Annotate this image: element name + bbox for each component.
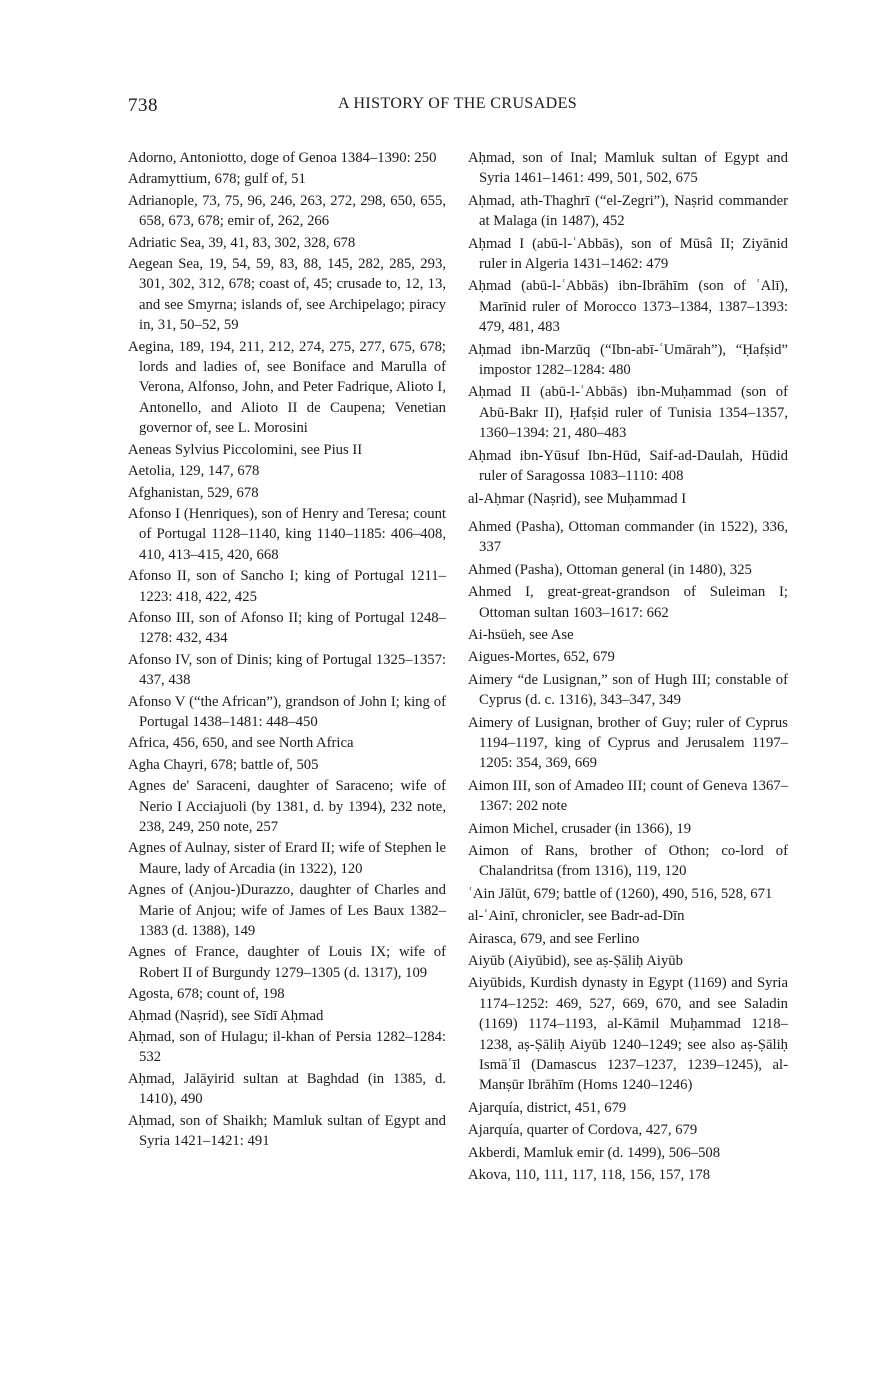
- index-entry: Ai-hsüeh, see Ase: [468, 626, 574, 643]
- index-entry: Adramyttium, 678; gulf of, 51: [128, 171, 306, 188]
- index-entry: Ajarquía, quarter of Cordova, 427, 679: [468, 1122, 698, 1139]
- index-entry: Aegean Sea, 19, 54, 59, 83, 88, 145, 282, 285, 293, 301, 302, 312, 678; coast of, 45; crusade to, 12, 13, and see Smyrna; islands of, see Archipelago; piracy in, 31, 50–52, 59: [128, 256, 446, 334]
- index-entry: Afonso IV, son of Dinis; king of Portugal 1325–1357: 437, 438: [128, 651, 446, 689]
- index-entry: Adorno, Antoniotto, doge of Genoa 1384–1390: 250: [128, 150, 437, 166]
- index-entry: Aiyūbids, Kurdish dynasty in Egypt (1169) and Syria 1174–1252: 469, 527, 669, 670, and see Saladin (1169) 1174–1193, al-Kāmil Muḥammad 1218–1238, aṣ-Ṣāliḥ Aiyūb 1240–1249; see also aṣ-Ṣāliḥ Ismāʿīl (Damascus 1237–1237, 1239–1245), al-Manṣūr Ibrāhīm (Homs 1240–1246): [468, 975, 788, 1094]
- index-entry: Aetolia, 129, 147, 678: [128, 463, 260, 480]
- index-entry: Aḥmad, son of Shaikh; Mamluk sultan of Egypt and Syria 1421–1421: 491: [128, 1112, 446, 1150]
- index-entry: Afonso V (“the African”), grandson of John I; king of Portugal 1438–1481: 448–450: [128, 693, 446, 730]
- index-entry: Aḥmad II (abū-l-ʿAbbās) ibn-Muḥammad (son of Abū-Bakr II), Ḥafṣid ruler of Tunisia 1354–1357, 1360–1394: 21, 480–483: [468, 384, 788, 442]
- index-entry: ʿAin Jālūt, 679; battle of (1260), 490, 516, 528, 671: [468, 885, 773, 902]
- index-entry: Aḥmad, Jalāyirid sultan at Baghdad (in 1385, d. 1410), 490: [128, 1070, 446, 1108]
- index-entry: Agha Chayri, 678; battle of, 505: [128, 756, 319, 773]
- index-entry: Aḥmad (abū-l-ʿAbbās) ibn-Ibrāhīm (son of ʿAlī), Marīnid ruler of Morocco 1373–1384, 1387–1393: 479, 481, 483: [468, 278, 788, 336]
- index-entry: Agnes of Aulnay, sister of Erard II; wife of Stephen le Maure, lady of Arcadia (in 1322), 120: [128, 840, 446, 877]
- index-entry: Akova, 110, 111, 117, 118, 156, 157, 178: [468, 1167, 711, 1184]
- index-entry: Agosta, 678; count of, 198: [128, 986, 285, 1003]
- index-entry: al-Aḥmar (Naṣrid), see Muḥammad I: [468, 490, 687, 507]
- index-entry: Aḥmad, ath-Thaghrī (“el-Zegri”), Naṣrid commander at Malaga (in 1487), 452: [468, 192, 788, 230]
- index-entry: Aḥmad ibn-Yūsuf Ibn-Hūd, Saif-ad-Daulah, Hūdid ruler of Saragossa 1083–1110: 408: [468, 447, 788, 485]
- index-entry: Aigues-Mortes, 652, 679: [468, 649, 615, 666]
- index-entry: Aḥmad ibn-Marzūq (“Ibn-abī-ʿUmārah”), “Ḥafṣid” impostor 1282–1284: 480: [468, 341, 788, 379]
- index-entry: Aegina, 189, 194, 211, 212, 274, 275, 277, 675, 678; lords and ladies of, see Boniface and Marulla of Verona, Alfonso, John, and Peter Fadrique, Alioto I, Antonello, and Alioto II de Caupena; Venetian governor of, see L. Morosini: [128, 338, 446, 437]
- index-column-left: [128, 148, 446, 1153]
- index-entry: Adrianople, 73, 75, 96, 246, 263, 272, 298, 650, 655, 658, 673, 678; emir of, 262, 266: [128, 192, 446, 230]
- index-entry: Agnes of France, daughter of Louis IX; wife of Robert II of Burgundy 1279–1305 (d. 1317), 109: [128, 944, 446, 981]
- index-entry: Airasca, 679, and see Ferlino: [468, 930, 640, 947]
- index-entry: Afonso III, son of Afonso II; king of Portugal 1248–1278: 432, 434: [128, 609, 446, 647]
- index-entry: Africa, 456, 650, and see North Africa: [128, 735, 354, 752]
- index-entry: al-ʿAinī, chronicler, see Badr-ad-Dīn: [468, 908, 685, 925]
- index-entry: Adriatic Sea, 39, 41, 83, 302, 328, 678: [128, 234, 356, 251]
- index-entry: Aimon of Rans, brother of Othon; co-lord of Chalandritsa (from 1316), 119, 120: [468, 843, 788, 880]
- index-entry: Aimon Michel, crusader (in 1366), 19: [468, 820, 692, 837]
- index-entry: Ahmed (Pasha), Ottoman general (in 1480), 325: [468, 561, 752, 578]
- index-entry: Ajarquía, district, 451, 679: [468, 1099, 627, 1116]
- page-number: 738: [128, 95, 158, 116]
- index-entry: Aḥmad, son of Hulagu; il-khan of Persia 1282–1284: 532: [128, 1029, 446, 1066]
- index-entry: Aeneas Sylvius Piccolomini, see Pius II: [128, 441, 363, 458]
- index-entry: Aḥmad (Naṣrid), see Sīdī Aḥmad: [128, 1007, 324, 1024]
- index-entry: Agnes of (Anjou-)Durazzo, daughter of Charles and Marie of Anjou; wife of James of Les Baux 1382–1383 (d. 1388), 149: [128, 882, 446, 940]
- index-entry: Ahmed I, great-great-grandson of Suleiman I; Ottoman sultan 1603–1617: 662: [468, 584, 788, 621]
- index-entry: Aiyūb (Aiyūbid), see aṣ-Ṣāliḥ Aiyūb: [468, 953, 683, 970]
- index-entry: Akberdi, Mamluk emir (d. 1499), 506–508: [468, 1144, 721, 1161]
- index-entry: Aḥmad I (abū-l-ʿAbbās), son of Mūsâ II; Ziyānid ruler in Algeria 1431–1462: 479: [468, 235, 788, 273]
- index-entry: Afonso II, son of Sancho I; king of Portugal 1211–1223: 418, 422, 425: [128, 568, 446, 605]
- index-column-right: [468, 148, 788, 1188]
- running-head: A HISTORY OF THE CRUSADES: [338, 95, 578, 112]
- index-entry: Aimery of Lusignan, brother of Guy; ruler of Cyprus 1194–1197, king of Cyprus and Jerusalem 1197–1205: 354, 369, 669: [468, 714, 788, 772]
- index-entry: Ahmed (Pasha), Ottoman commander (in 1522), 336, 337: [468, 518, 788, 556]
- index-entry: Aḥmad, son of Inal; Mamluk sultan of Egypt and Syria 1461–1461: 499, 501, 502, 675: [468, 150, 788, 187]
- index-entry: Aimon III, son of Amadeo III; count of Geneva 1367–1367: 202 note: [468, 777, 788, 815]
- index-entry: Aimery “de Lusignan,” son of Hugh III; constable of Cyprus (d. c. 1316), 343–347, 349: [468, 671, 788, 709]
- index-entry: Afghanistan, 529, 678: [128, 484, 259, 501]
- index-entry: Agnes de' Saraceni, daughter of Saraceno; wife of Nerio I Acciajuoli (by 1381, d. by 1394), 232 note, 238, 249, 250 note, 257: [128, 778, 446, 835]
- index-entry: Afonso I (Henriques), son of Henry and Teresa; count of Portugal 1128–1140, king 1140–1185: 406–408, 410, 413–415, 420, 668: [128, 505, 446, 563]
